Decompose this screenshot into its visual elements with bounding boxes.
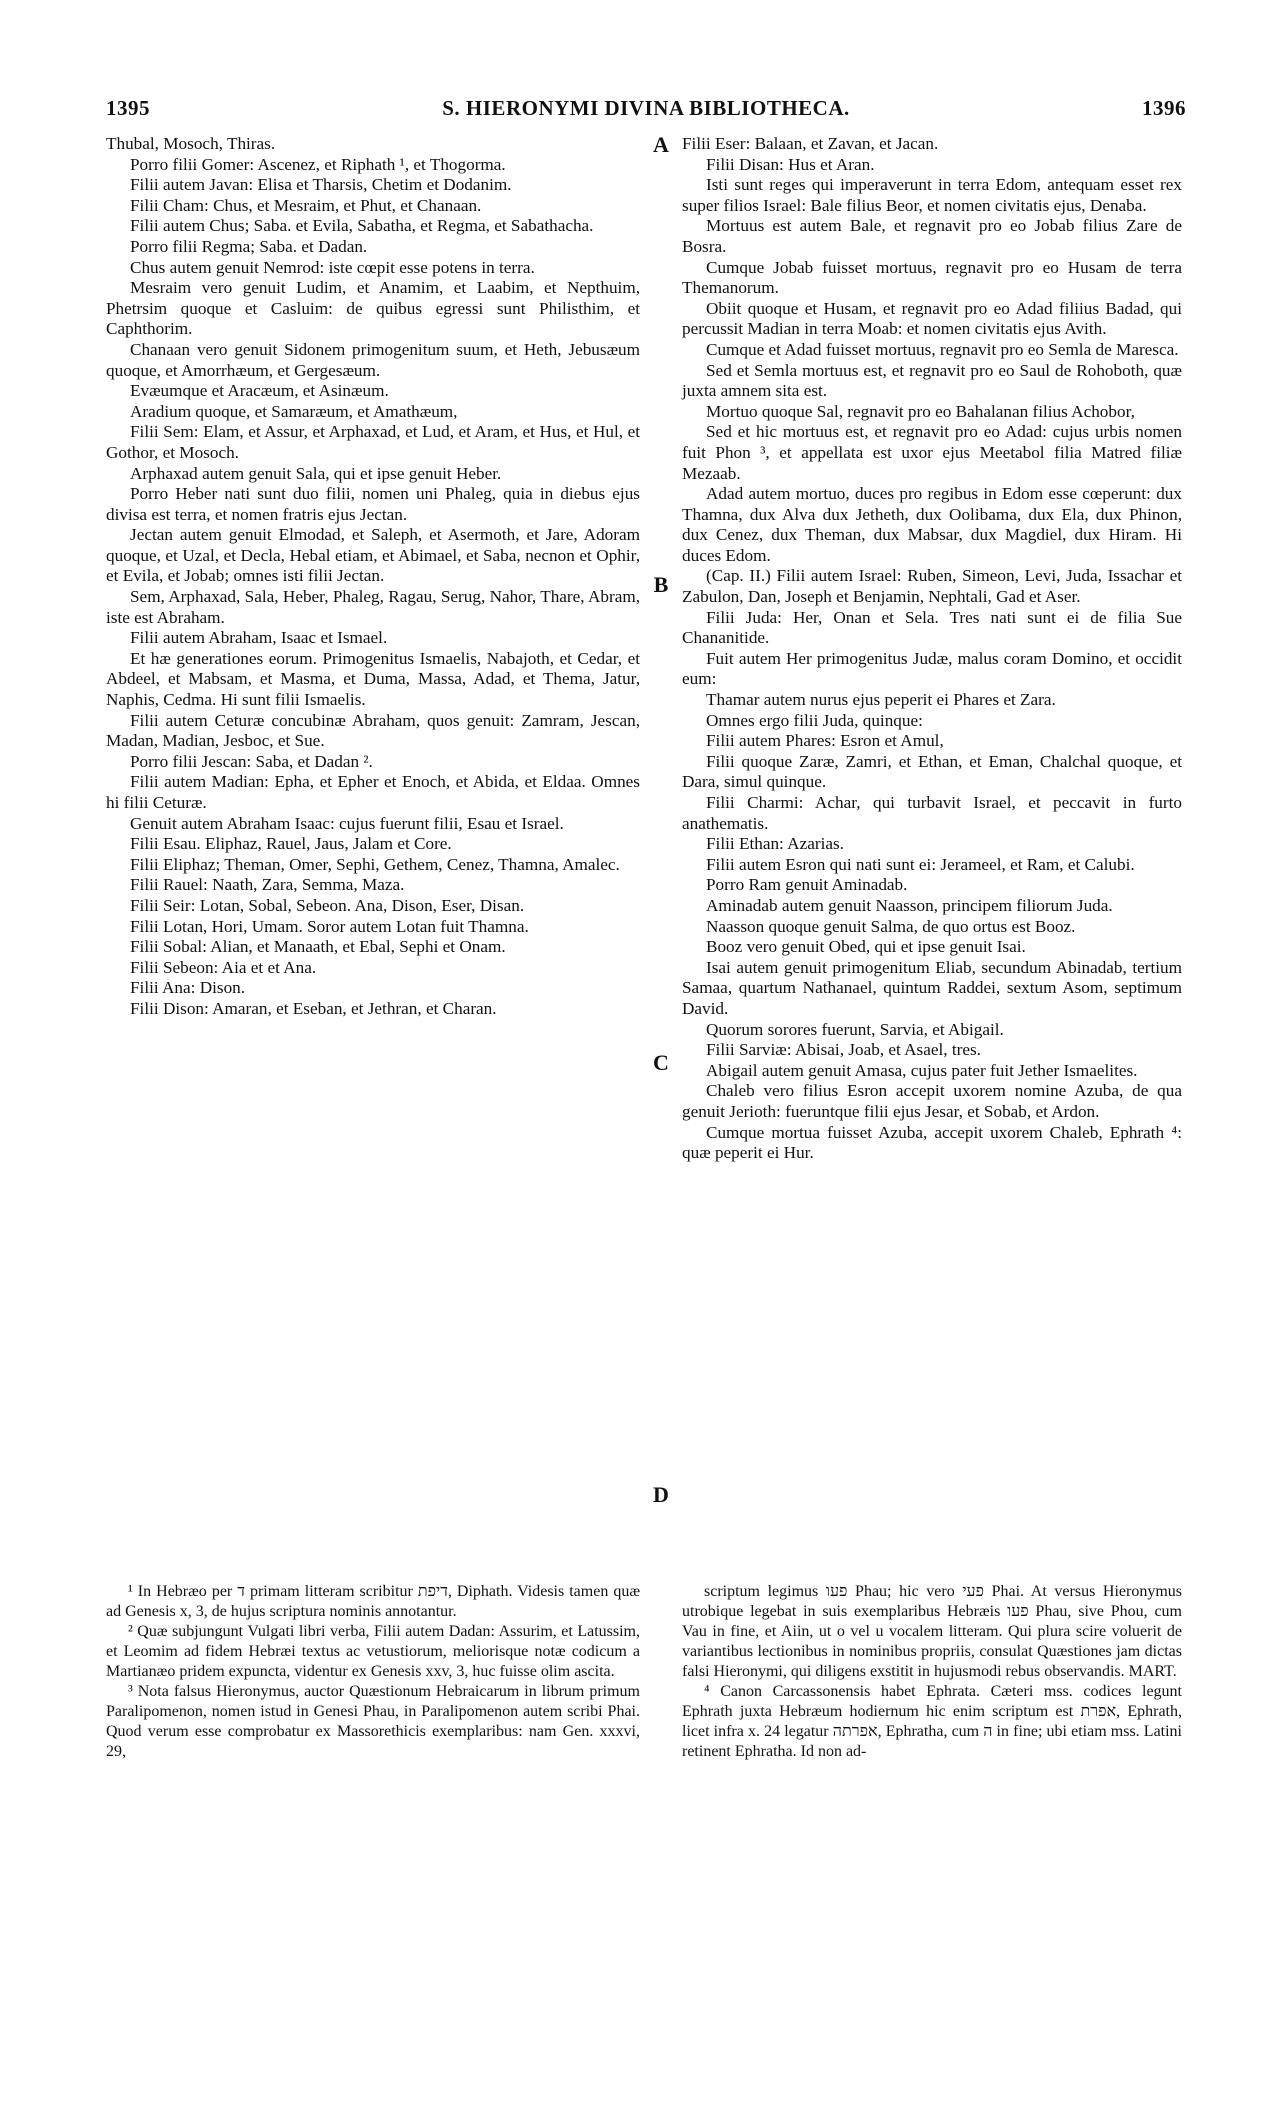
verse-paragraph: Filii Ethan: Azarias. — [706, 834, 844, 854]
running-header — [106, 96, 1186, 126]
verse-paragraph: Filii Sem: Elam, et Assur, et Arphaxad, et Lud, et Aram, et Hus, et Hul, et Gothor, et Mosoch. — [106, 422, 640, 462]
verse-paragraph: Filii autem Chus; Saba. et Evila, Sabatha, et Regma, et Sabathacha. — [130, 216, 594, 236]
verse-paragraph: Porro filii Jescan: Saba, et Dadan ². — [130, 751, 373, 771]
verse-paragraph: Genuit autem Abraham Isaac: cujus fuerunt filii, Esau et Israel. — [130, 813, 564, 833]
verse-paragraph: Filii autem Abraham, Isaac et Ismael. — [130, 628, 388, 648]
verse-paragraph: Filii autem Esron qui nati sunt ei: Jerameel, et Ram, et Calubi. — [706, 854, 1135, 874]
verse-paragraph: Filii Esau. Eliphaz, Rauel, Jaus, Jalam et Core. — [130, 834, 452, 854]
verse-paragraph: Filii Dison: Amaran, et Eseban, et Jethran, et Charan. — [130, 998, 497, 1018]
verse-paragraph: Booz vero genuit Obed, qui et ipse genuit Isai. — [706, 937, 1026, 957]
verse-paragraph: Mortuus est autem Bale, et regnavit pro eo Jobab filius Zare de Bosra. — [682, 216, 1182, 256]
verse-paragraph: Porro filii Regma; Saba. et Dadan. — [130, 236, 368, 256]
verse-paragraph: Adad autem mortuo, duces pro regibus in Edom esse cœperunt: dux Thamna, dux Alva dux Jetheth, dux Oolibama, dux Ela, dux Phinon, dux Cenez, dux Theman, dux Mabsar, dux Magdiel, dux Hiram. Hi duces Edom. — [682, 484, 1182, 565]
verse-paragraph: Filii Juda: Her, Onan et Sela. Tres nati sunt ei de filia Sue Chananitide. — [682, 607, 1182, 648]
right-column — [682, 134, 1182, 1164]
verse-paragraph: Isti sunt reges qui imperaverunt in terra Edom, antequam esset rex super filios Israel: Bale filius Beor, et nomen civitatis ejus, Denaba. — [682, 175, 1182, 215]
verse-paragraph: Aradium quoque, et Samaræum, et Amathæum, — [130, 401, 458, 421]
verse-paragraph: Thubal, Mosoch, Thiras. — [106, 134, 276, 153]
verse-paragraph: Evæumque et Aracæum, et Asinæum. — [130, 381, 389, 401]
verse-paragraph: Quorum sorores fuerunt, Sarvia, et Abigail. — [706, 1019, 1004, 1039]
verse-paragraph: Chaleb vero filius Esron accepit uxorem nomine Azuba, de qua genuit Jerioth: fueruntque filii ejus Jesar, et Sobab, et Ardon. — [682, 1081, 1182, 1121]
verse-paragraph: Porro Ram genuit Aminadab. — [706, 875, 908, 895]
verse-paragraph: Filii Sebeon: Aia et et Ana. — [130, 957, 317, 977]
footnote: ³ Nota falsus Hieronymus, auctor Quæstionum Hebraicarum in librum primum Paralipomenon, nomen istud in Genesi Phau, in Paralipomenon autem scribi Phai. Quod verum esse comprobatur ex Massorethicis exemplaribus: nam Gen. xxxvi, 29, — [106, 1683, 640, 1760]
section-marker-a: A — [653, 132, 669, 157]
verse-paragraph: Et hæ generationes eorum. Primogenitus Ismaelis, Nabajoth, et Cedar, et Abdeel, et Mabsam, et Masma, et Duma, Massa, Adad, et Thema, Jatur, Naphis, Cedma. Hi sunt filii Ismaelis. — [106, 648, 640, 710]
verse-paragraph: Filii Seir: Lotan, Sobal, Sebeon. Ana, Dison, Eser, Disan. — [130, 895, 525, 915]
verse-paragraph: Filii Eser: Balaan, et Zavan, et Jacan. — [682, 134, 939, 153]
verse-paragraph: Chus autem genuit Nemrod: iste cœpit esse potens in terra. — [130, 257, 535, 277]
verse-paragraph: Chanaan vero genuit Sidonem primogenitum suum, et Heth, Jebusæum quoque, et Amorrhæum, et Gergesæum. — [106, 339, 640, 380]
verse-paragraph: Filii autem Phares: Esron et Amul, — [706, 731, 944, 751]
verse-paragraph: Omnes ergo filii Juda, quinque: — [706, 710, 923, 730]
verse-paragraph: Sem, Arphaxad, Sala, Heber, Phaleg, Ragau, Serug, Nahor, Thare, Abram, iste est Abraham. — [106, 587, 640, 627]
footnote: scriptum legimus פעו Phau; hic vero פעי Phai. At versus Hieronymus utrobique legebat in suis exemplaribus Hebræis פעו Phau, sive Phou, cum Vau in fine, et Aiin, ut o vel u vocalem litteram. Qui plura scire voluerit de variantibus lectionibus in nominibus propriis, consulat Quæstiones jam dictas falsi Hieronymi, qui diligens exstitit in hujusmodi rebus observandis. MART. — [682, 1583, 1183, 1680]
verse-paragraph: Cumque Jobab fuisset mortuus, regnavit pro eo Husam de terra Themanorum. — [682, 257, 1182, 298]
verse-paragraph: Filii Lotan, Hori, Umam. Soror autem Lotan fuit Thamna. — [130, 916, 529, 936]
verse-paragraph: Filii Sarviæ: Abisai, Joab, et Asael, tres. — [706, 1040, 981, 1060]
verse-paragraph: Fuit autem Her primogenitus Judæ, malus coram Domino, et occidit eum: — [682, 648, 1182, 689]
verse-paragraph: Abigail autem genuit Amasa, cujus pater fuit Jether Ismaelites. — [706, 1060, 1138, 1080]
verse-paragraph: Porro Heber nati sunt duo filii, nomen uni Phaleg, quia in diebus ejus divisa est terra, et nomen fratris ejus Jectan. — [106, 484, 640, 524]
footnotes-right — [682, 1582, 1182, 1762]
verse-paragraph: Jectan autem genuit Elmodad, et Saleph, et Asermoth, et Jare, Adoram quoque, et Uzal, et Decla, Hebal etiam, et Abimael, et Saba, necnon et Ophir, et Evila, et Jobab; omnes isti filii Jectan. — [106, 525, 640, 586]
verse-paragraph: Filii Eliphaz; Theman, Omer, Sephi, Gethem, Cenez, Thamna, Amalec. — [130, 854, 620, 874]
verse-paragraph: Thamar autem nurus ejus peperit ei Phares et Zara. — [706, 690, 1056, 710]
footnote: ¹ In Hebræo per ד primam litteram scribitur דיפת, Diphath. Videsis tamen quæ ad Genesis x, 3, de hujus scriptura nominis annotantur. — [106, 1583, 640, 1620]
running-title: S. HIERONYMI DIVINA BIBLIOTHECA. — [442, 96, 850, 120]
verse-paragraph: Filii autem Madian: Epha, et Epher et Enoch, et Abida, et Eldaa. Omnes hi filii Ceturæ. — [106, 772, 640, 812]
verse-paragraph: Mesraim vero genuit Ludim, et Anamim, et Laabim, et Nepthuim, Phetrsim quoque et Casluim: de quibus egressi sunt Philisthim, et Caphthorim. — [106, 278, 640, 339]
verse-paragraph: Aminadab autem genuit Naasson, principem filiorum Juda. — [706, 895, 1113, 915]
section-marker-d: D — [653, 1482, 669, 1507]
verse-paragraph: Obiit quoque et Husam, et regnavit pro eo Adad filiius Badad, qui percussit Madian in terra Moab: et nomen civitatis ejus Avith. — [682, 298, 1182, 339]
verse-paragraph: Filii quoque Zaræ, Zamri, et Ethan, et Eman, Chalchal quoque, et Dara, simul quinque. — [682, 751, 1182, 792]
verse-paragraph: Porro filii Gomer: Ascenez, et Riphath ¹, et Thogorma. — [130, 154, 506, 174]
verse-paragraph: Isai autem genuit primogenitum Eliab, secundum Abinadab, tertium Samaa, quartum Nathanael, quintum Raddei, sextum Asom, septimum David. — [682, 957, 1182, 1018]
verse-paragraph: Filii Disan: Hus et Aran. — [706, 154, 875, 174]
left-column — [106, 134, 640, 1020]
page-number-right: 1396 — [1142, 96, 1186, 120]
section-marker-b: B — [653, 572, 669, 597]
footnotes-left — [106, 1582, 640, 1762]
verse-paragraph: Filii Sobal: Alian, et Manaath, et Ebal, Sephi et Onam. — [130, 937, 506, 957]
verse-paragraph: Arphaxad autem genuit Sala, qui et ipse genuit Heber. — [130, 463, 502, 483]
verse-paragraph: Filii Cham: Chus, et Mesraim, et Phut, et Chanaan. — [130, 195, 482, 215]
section-marker-c: C — [653, 1050, 669, 1075]
verse-paragraph: Filii Ana: Dison. — [130, 978, 246, 998]
verse-paragraph: Naasson quoque genuit Salma, de quo ortus est Booz. — [706, 916, 1076, 936]
verse-paragraph: Mortuo quoque Sal, regnavit pro eo Bahalanan filius Achobor, — [706, 401, 1135, 421]
verse-paragraph: Filii autem Ceturæ concubinæ Abraham, quos genuit: Zamram, Jescan, Madan, Madian, Jesboc, et Sue. — [106, 710, 640, 751]
verse-paragraph: Filii Rauel: Naath, Zara, Semma, Maza. — [130, 875, 405, 895]
footnote: ² Quæ subjungunt Vulgati libri verba, Filii autem Dadan: Assurim, et Latussim, et Leomim ad fidem Hebræi textus ac vetustiorum, meliorisque notæ codicum a Martianæo pridem expuncta, videntur ex Genesis xxv, 3, huc fuisse olim ascita. — [106, 1623, 640, 1680]
verse-paragraph: Cumque mortua fuisset Azuba, accepit uxorem Chaleb, Ephrath ⁴: quæ peperit ei Hur. — [682, 1122, 1182, 1163]
verse-paragraph: Sed et hic mortuus est, et regnavit pro eo Adad: cujus urbis nomen fuit Phon ³, et appellata est uxor ejus Meetabol filia Matred filiæ Mezaab. — [682, 422, 1182, 483]
verse-paragraph: Filii Charmi: Achar, qui turbavit Israel, et peccavit in furto anathematis. — [682, 793, 1182, 833]
verse-paragraph: Cumque et Adad fuisset mortuus, regnavit pro eo Semla de Maresca. — [706, 339, 1179, 359]
page-number-left: 1395 — [106, 96, 150, 120]
verse-paragraph: Sed et Semla mortuus est, et regnavit pro eo Saul de Rohoboth, quæ juxta amnem sita est. — [682, 360, 1182, 401]
verse-paragraph: (Cap. II.) Filii autem Israel: Ruben, Simeon, Levi, Juda, Issachar et Zabulon, Dan, Joseph et Benjamin, Nephtali, Gad et Aser. — [682, 566, 1182, 607]
verse-paragraph: Filii autem Javan: Elisa et Tharsis, Chetim et Dodanim. — [130, 175, 512, 195]
footnote: ⁴ Canon Carcassonensis habet Ephrata. Cæteri mss. codices legunt Ephrath juxta Hebræum hodiernum hic enim scriptum est אפרת, Ephrath, licet infra x. 24 legatur אפרתה, Ephratha, cum ה in fine; ubi etiam mss. Latini retinent Ephratha. Id non ad- — [682, 1683, 1183, 1760]
